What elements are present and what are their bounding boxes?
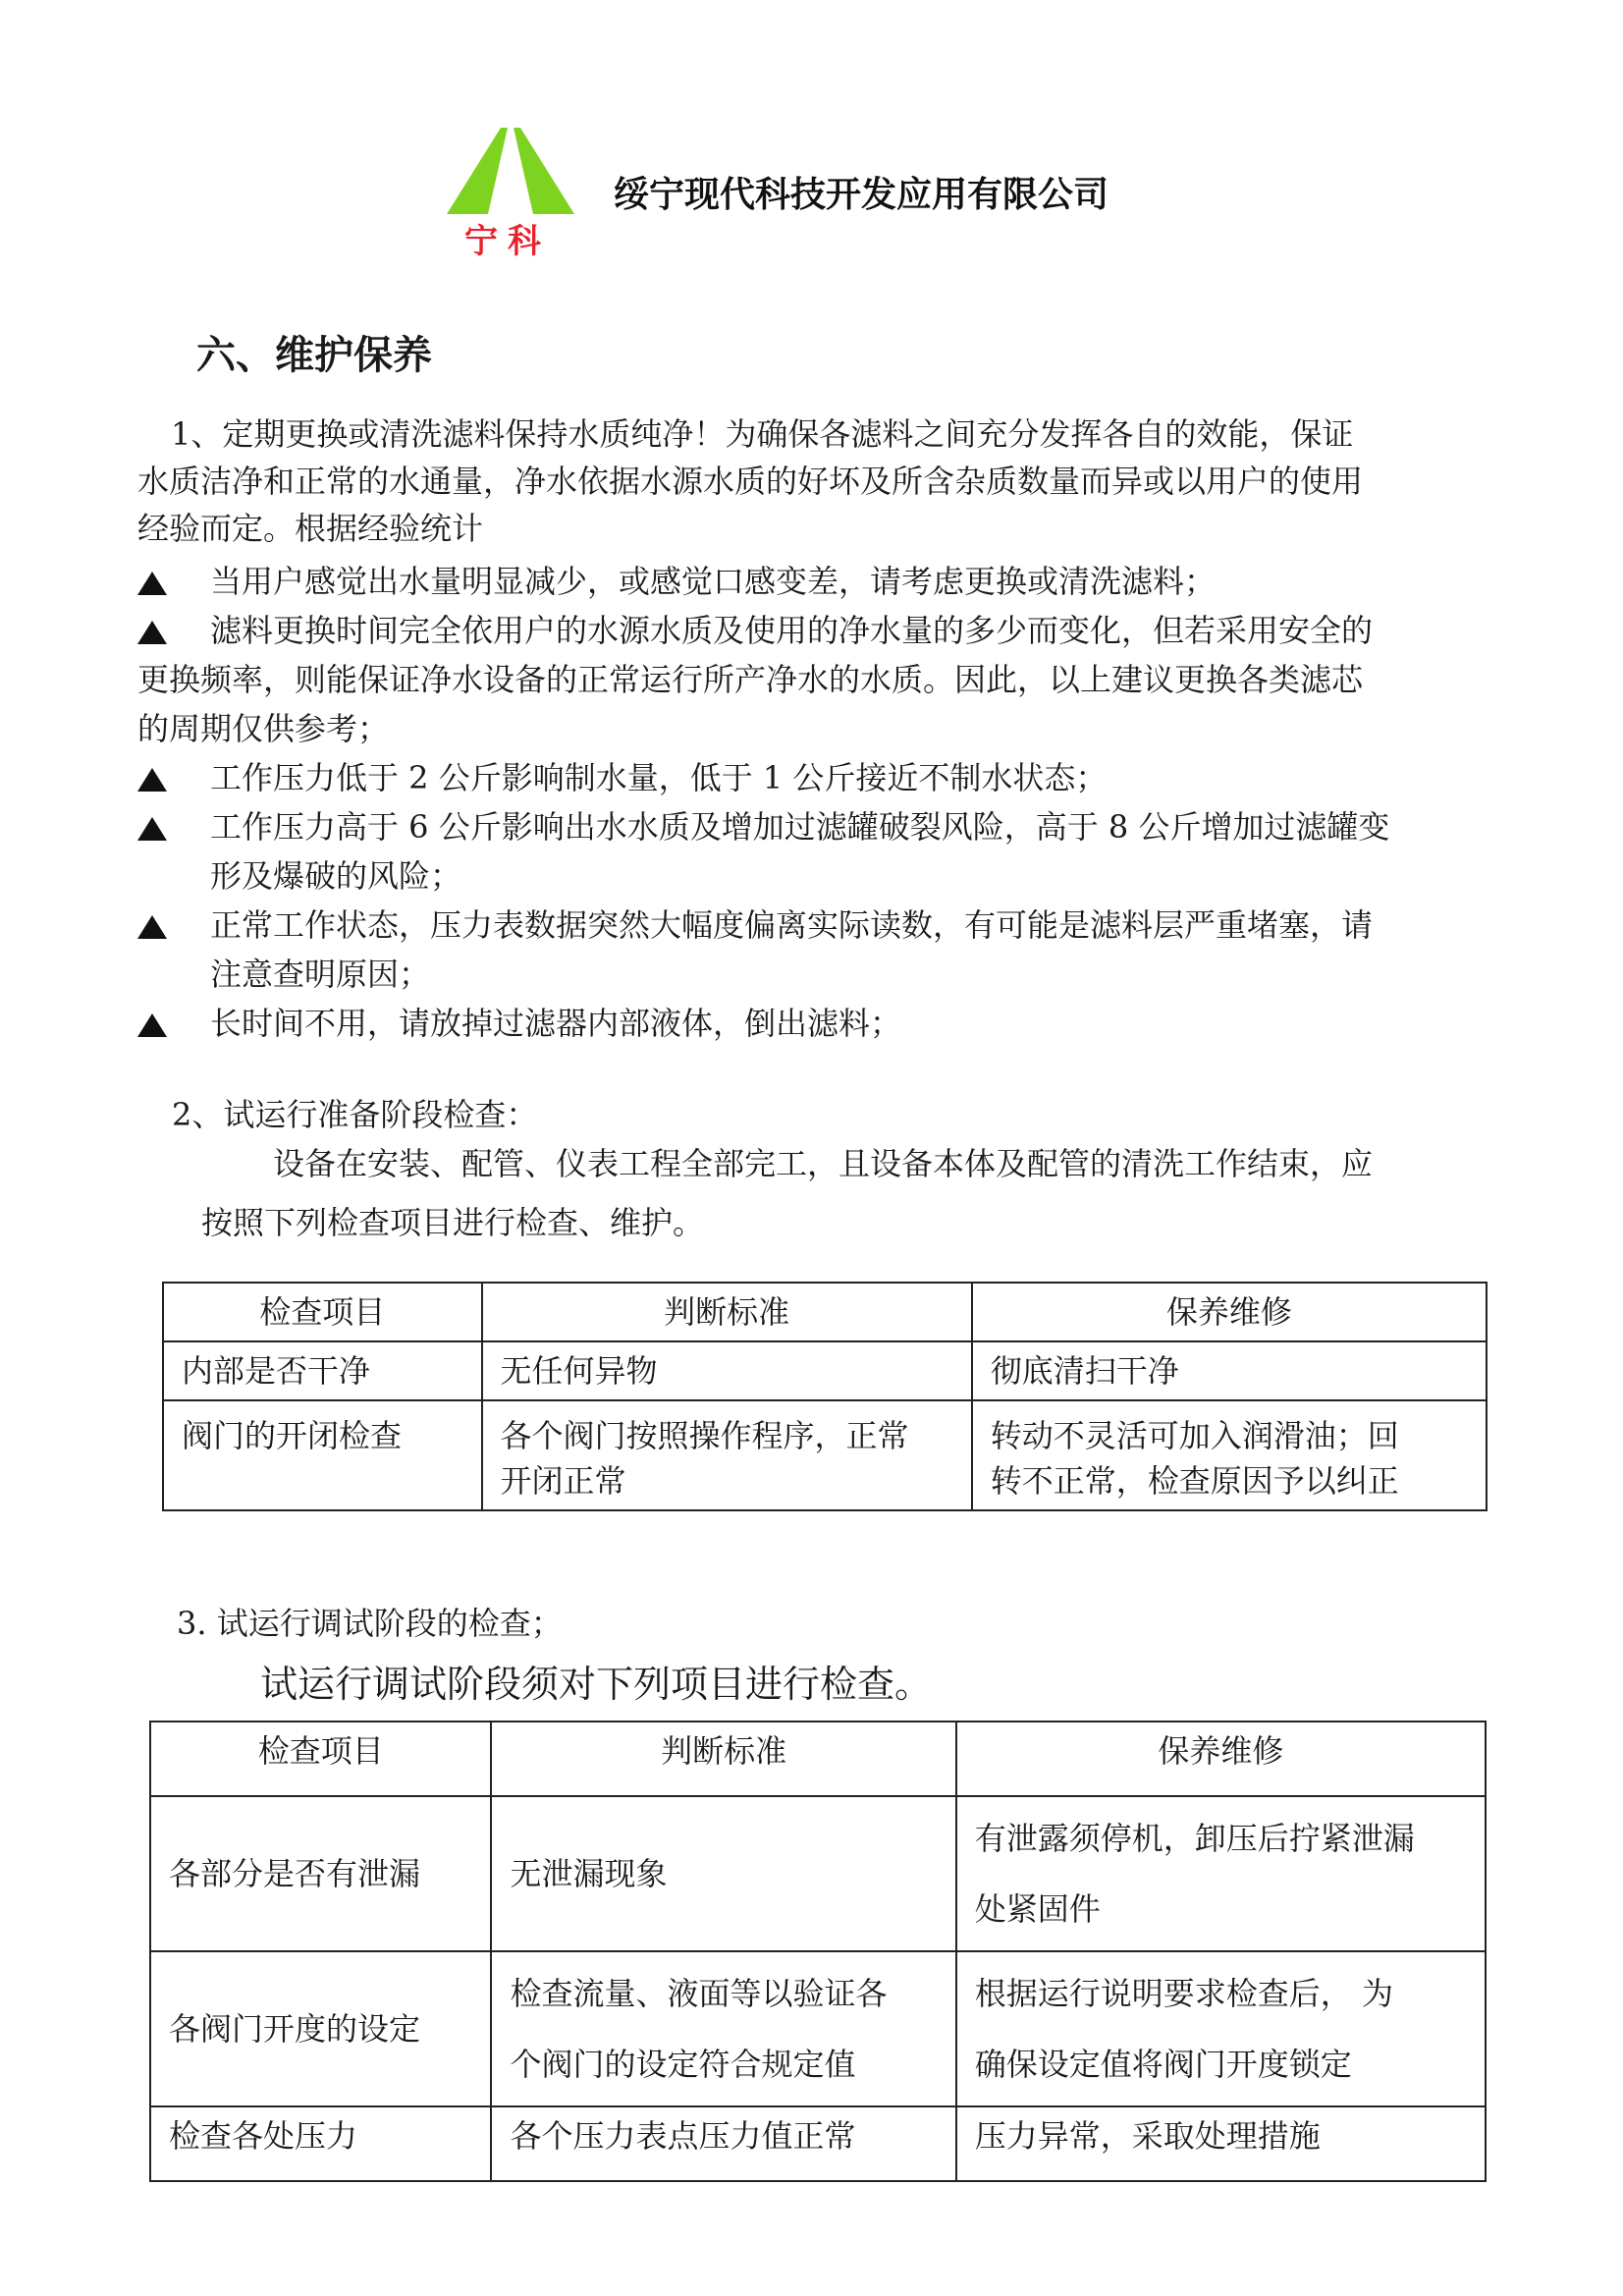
item1-intro	[137, 410, 1542, 552]
list-item	[137, 558, 1542, 605]
table-cell: 各部分是否有泄漏	[150, 1796, 491, 1951]
table-header-row	[150, 1722, 1486, 1796]
company-logo	[447, 128, 574, 260]
cell-text-line: 有泄露须停机，卸压后拧紧泄漏	[974, 1820, 1415, 1857]
list-item-continuation	[137, 656, 1542, 703]
bullet-text: 工作压力低于 2 公斤影响制水量，低于 1 公斤接近不制水状态；	[210, 759, 1108, 796]
bullet-text: 长时间不用，请放掉过滤器内部液体，倒出滤料；	[210, 1005, 902, 1042]
list-item	[137, 754, 1542, 801]
item1-line2: 水质洁净和正常的水通量，净水依据水源水质的好坏及所含杂质数量而异或以用户的使用	[137, 463, 1364, 500]
cell-text-line: 各个阀门按照操作程序，正常	[500, 1417, 909, 1454]
cell-text-line: 确保设定值将阀门开度锁定	[974, 2046, 1352, 2083]
table-cell: 压力异常，采取处理措施	[956, 2106, 1486, 2181]
item2-line2: 按照下列检查项目进行检查、维护。	[201, 1204, 705, 1241]
table-header-cell: 检查项目	[150, 1722, 491, 1796]
list-item-continuation	[137, 705, 1542, 752]
table-row	[163, 1341, 1487, 1400]
trial-run-check-table	[149, 1721, 1487, 2182]
table-header-cell: 判断标准	[491, 1722, 955, 1796]
table-cell: 彻底清扫干净	[972, 1341, 1487, 1400]
table-header-row	[163, 1283, 1487, 1341]
cell-text-line: 转不正常，检查原因予以纠正	[990, 1462, 1399, 1500]
logo-text: 宁科	[464, 222, 551, 261]
list-item-continuation	[137, 951, 1542, 998]
table-header-cell: 保养维修	[972, 1283, 1487, 1341]
table-cell: 各个压力表点压力值正常	[491, 2106, 955, 2181]
list-item	[137, 607, 1542, 654]
triangle-bullet-icon	[137, 817, 167, 841]
pre-trial-check-table	[162, 1282, 1488, 1511]
cell-text: 阀门的开闭检查	[182, 1417, 403, 1454]
item3-title: 3. 试运行调试阶段的检查；	[177, 1605, 563, 1642]
page-header	[0, 0, 1623, 295]
cell-text-line: 开闭正常	[500, 1462, 626, 1500]
list-item	[137, 902, 1542, 949]
item1-line1: 1、定期更换或清洗滤料保持水质纯净！为确保各滤料之间充分发挥各自的效能，保证	[171, 415, 1354, 453]
triangle-bullet-icon	[137, 768, 167, 792]
cell-text-line: 个阀门的设定符合规定值	[510, 2046, 856, 2083]
table-cell: 检查各处压力	[150, 2106, 491, 2181]
table-header-cell: 检查项目	[163, 1283, 482, 1341]
table-cell: 内部是否干净	[163, 1341, 482, 1400]
bullet-text: 当用户感觉出水量明显减少，或感觉口感变差，请考虑更换或清洗滤料；	[210, 563, 1217, 600]
bullet-text: 滤料更换时间完全依用户的水源水质及使用的净水量的多少而变化，但若采用安全的	[210, 612, 1374, 649]
triangle-bullet-icon	[137, 915, 167, 939]
cell-text-line: 根据运行说明要求检查后， 为	[974, 1975, 1393, 2012]
triangle-bullet-icon	[137, 621, 167, 644]
triangle-bullet-icon	[137, 572, 167, 595]
cell-text-line: 转动不灵活可加入润滑油；回	[990, 1417, 1399, 1454]
bullet-text: 的周期仅供参考；	[137, 710, 390, 747]
bullet-text: 注意查明原因；	[210, 956, 431, 993]
item3-subtitle: 试运行调试阶段须对下列项目进行检查。	[260, 1663, 933, 1706]
company-name: 绥宁现代科技开发应用有限公司	[614, 175, 1109, 215]
table-cell	[491, 1951, 955, 2106]
item2-title: 2、试运行准备阶段检查：	[172, 1096, 538, 1133]
triangle-bullet-icon	[137, 1013, 167, 1037]
item2-line1: 设备在安装、配管、仪表工程全部完工，且设备本体及配管的清洗工作结束，应	[273, 1145, 1374, 1182]
list-item	[137, 1000, 1542, 1047]
bullet-text: 正常工作状态，压力表数据突然大幅度偏离实际读数，有可能是滤料层严重堵塞，请	[210, 906, 1374, 944]
table-cell: 无泄漏现象	[491, 1796, 955, 1951]
cell-text-line: 检查流量、液面等以验证各	[510, 1975, 888, 2012]
table-header-cell: 保养维修	[956, 1722, 1486, 1796]
maintenance-bullet-list	[137, 558, 1542, 1049]
table-cell	[163, 1400, 482, 1510]
table-row	[150, 2106, 1486, 2181]
table-cell: 各阀门开度的设定	[150, 1951, 491, 2106]
item1-line3: 经验而定。根据经验统计	[137, 510, 484, 547]
section-title: 六、维护保养	[196, 333, 432, 378]
table-row	[150, 1951, 1486, 2106]
bullet-text: 更换频率，则能保证净水设备的正常运行所产净水的水质。因此，以上建议更换各类滤芯	[137, 661, 1364, 698]
table-cell	[482, 1400, 972, 1510]
bullet-text: 形及爆破的风险；	[210, 857, 462, 895]
table-row	[163, 1400, 1487, 1510]
table-cell: 无任何异物	[482, 1341, 972, 1400]
list-item-continuation	[137, 852, 1542, 900]
list-item	[137, 803, 1542, 850]
table-row	[150, 1796, 1486, 1951]
cell-text-line: 处紧固件	[974, 1890, 1101, 1928]
table-cell	[956, 1796, 1486, 1951]
table-header-cell: 判断标准	[482, 1283, 972, 1341]
table-cell	[956, 1951, 1486, 2106]
table-cell	[972, 1400, 1487, 1510]
bullet-text: 工作压力高于 6 公斤影响出水水质及增加过滤罐破裂风险，高于 8 公斤增加过滤罐变	[210, 808, 1390, 846]
